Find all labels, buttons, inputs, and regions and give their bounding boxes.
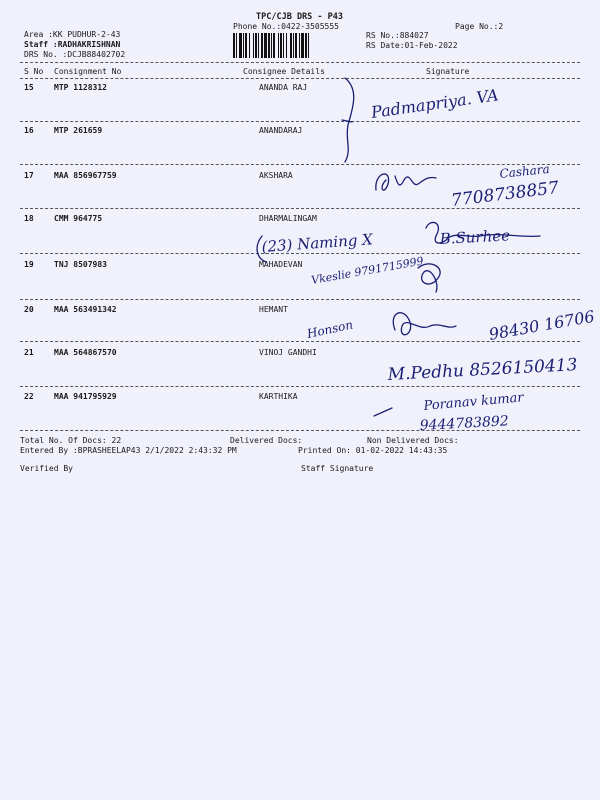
barcode-image [232, 33, 355, 58]
rs-date: RS Date:01-Feb-2022 [366, 41, 458, 50]
handwriting-row22-name: Poranav kumar [423, 390, 525, 414]
area-field: Area :KK PUDHUR-2-43 [24, 30, 121, 39]
row-divider [20, 253, 580, 254]
handwriting-row17-phone: 7708738857 [450, 177, 560, 211]
row-consignment: MAA 941795929 [54, 392, 117, 401]
printed-on: Printed On: 01-02-2022 14:43:35 [298, 446, 448, 455]
row-sno: 16 [24, 126, 34, 135]
barcode-bar [280, 33, 282, 58]
row-consignee: DHARMALINGAM [259, 214, 317, 223]
barcode-bar [261, 33, 263, 58]
barcode-bar [273, 33, 275, 58]
document-title: TPC/CJB DRS - P43 [256, 12, 343, 22]
signature-scribble [393, 313, 456, 335]
barcode-bar [268, 33, 270, 58]
row-divider [20, 208, 580, 209]
handwriting-row17-name: Cashara [498, 161, 551, 181]
row-consignee: MAHADEVAN [259, 260, 303, 269]
row-sno: 21 [24, 348, 34, 357]
column-sno: S No [24, 67, 44, 76]
row-consignment: MTP 261659 [54, 126, 103, 135]
row-consignee: ANANDA RAJ [259, 83, 308, 92]
column-consignee: Consignee Details [243, 67, 325, 76]
row-consignment: TNJ 8507983 [54, 260, 107, 269]
staff-signature-label: Staff Signature [301, 464, 374, 473]
column-signature: Signature [426, 67, 470, 76]
row-divider [20, 164, 580, 165]
barcode-bar [255, 33, 257, 58]
row-consignee: HEMANT [259, 305, 288, 314]
handwriting-row20-a: Honson [305, 317, 355, 341]
rs-number: RS No.:884027 [366, 31, 429, 40]
barcode-bar [271, 33, 272, 58]
delivered-docs: Delivered Docs: [230, 436, 303, 445]
row-sno: 17 [24, 171, 34, 180]
handwriting-row15: Padmapriya. VA [369, 85, 500, 122]
header-divider-bottom [20, 78, 580, 79]
handwriting-row18-b: B.Surhee [439, 226, 511, 248]
barcode-bar [233, 33, 235, 58]
barcode-bar [299, 33, 300, 58]
barcode-bar [245, 33, 247, 58]
barcode-bar [295, 33, 297, 58]
row-consignment: MTP 1128312 [54, 83, 107, 92]
barcode-bar [278, 33, 279, 58]
row-sno: 19 [24, 260, 34, 269]
barcode-bar [293, 33, 294, 58]
bracket-mark [345, 78, 354, 162]
signature-scribble [418, 264, 440, 292]
barcode-bar [243, 33, 244, 58]
row-consignment: MAA 856967759 [54, 171, 117, 180]
row-sno: 18 [24, 214, 34, 223]
handwriting-row22-phone: 9444783892 [419, 413, 510, 434]
row-consignment: CMM 964775 [54, 214, 103, 223]
barcode-bar [305, 33, 307, 58]
handwriting-row20-phone: 98430 16706 [487, 306, 596, 344]
row-divider [20, 121, 580, 122]
barcode-bar [236, 33, 237, 58]
signature-scribble [376, 174, 436, 190]
row-consignee: AKSHARA [259, 171, 293, 180]
row-consignee: KARTHIKA [259, 392, 298, 401]
row-consignee: ANANDARAJ [259, 126, 303, 135]
page-number: Page No.:2 [455, 22, 504, 31]
barcode-bar [286, 33, 287, 58]
staff-field: Staff :RADHAKRISHNAN [24, 40, 121, 49]
header-divider-top [20, 62, 580, 63]
handwriting-row18-a: (23) Naming X [261, 230, 374, 256]
row-consignee: VINOJ GANDHI [259, 348, 317, 357]
handwriting-row19: Vkeslie 9791715999 [310, 254, 425, 287]
entered-by: Entered By :BPRASHEELAP43 2/1/2022 2:43:32 PM [20, 446, 237, 455]
verified-by: Verified By [20, 464, 73, 473]
handwriting-row21: M.Pedhu 8526150413 [387, 355, 578, 385]
barcode-bar [301, 33, 304, 58]
row-sno: 15 [24, 83, 34, 92]
barcode-bar [283, 33, 284, 58]
non-delivered-docs: Non Delivered Docs: [367, 436, 459, 445]
row-divider [20, 299, 580, 300]
row-sno: 22 [24, 392, 34, 401]
drs-number: DRS No. :DCJB88402702 [24, 50, 126, 59]
row-divider [20, 430, 580, 431]
row-divider [20, 386, 580, 387]
signature-scribble [426, 222, 540, 243]
barcode-bar [290, 33, 292, 58]
row-sno: 20 [24, 305, 34, 314]
row-consignment: MAA 564867570 [54, 348, 117, 357]
barcode-bar [253, 33, 254, 58]
phone-number: Phone No.:0422-3505555 [233, 22, 339, 31]
barcode-bar [239, 33, 242, 58]
total-docs: Total No. Of Docs: 22 [20, 436, 122, 445]
barcode-bar [264, 33, 267, 58]
barcode-bar [258, 33, 259, 58]
row-divider [20, 341, 580, 342]
column-consignment: Consignment No [54, 67, 122, 76]
row-consignment: MAA 563491342 [54, 305, 117, 314]
barcode-bar [308, 33, 309, 58]
barcode-bar [249, 33, 250, 58]
